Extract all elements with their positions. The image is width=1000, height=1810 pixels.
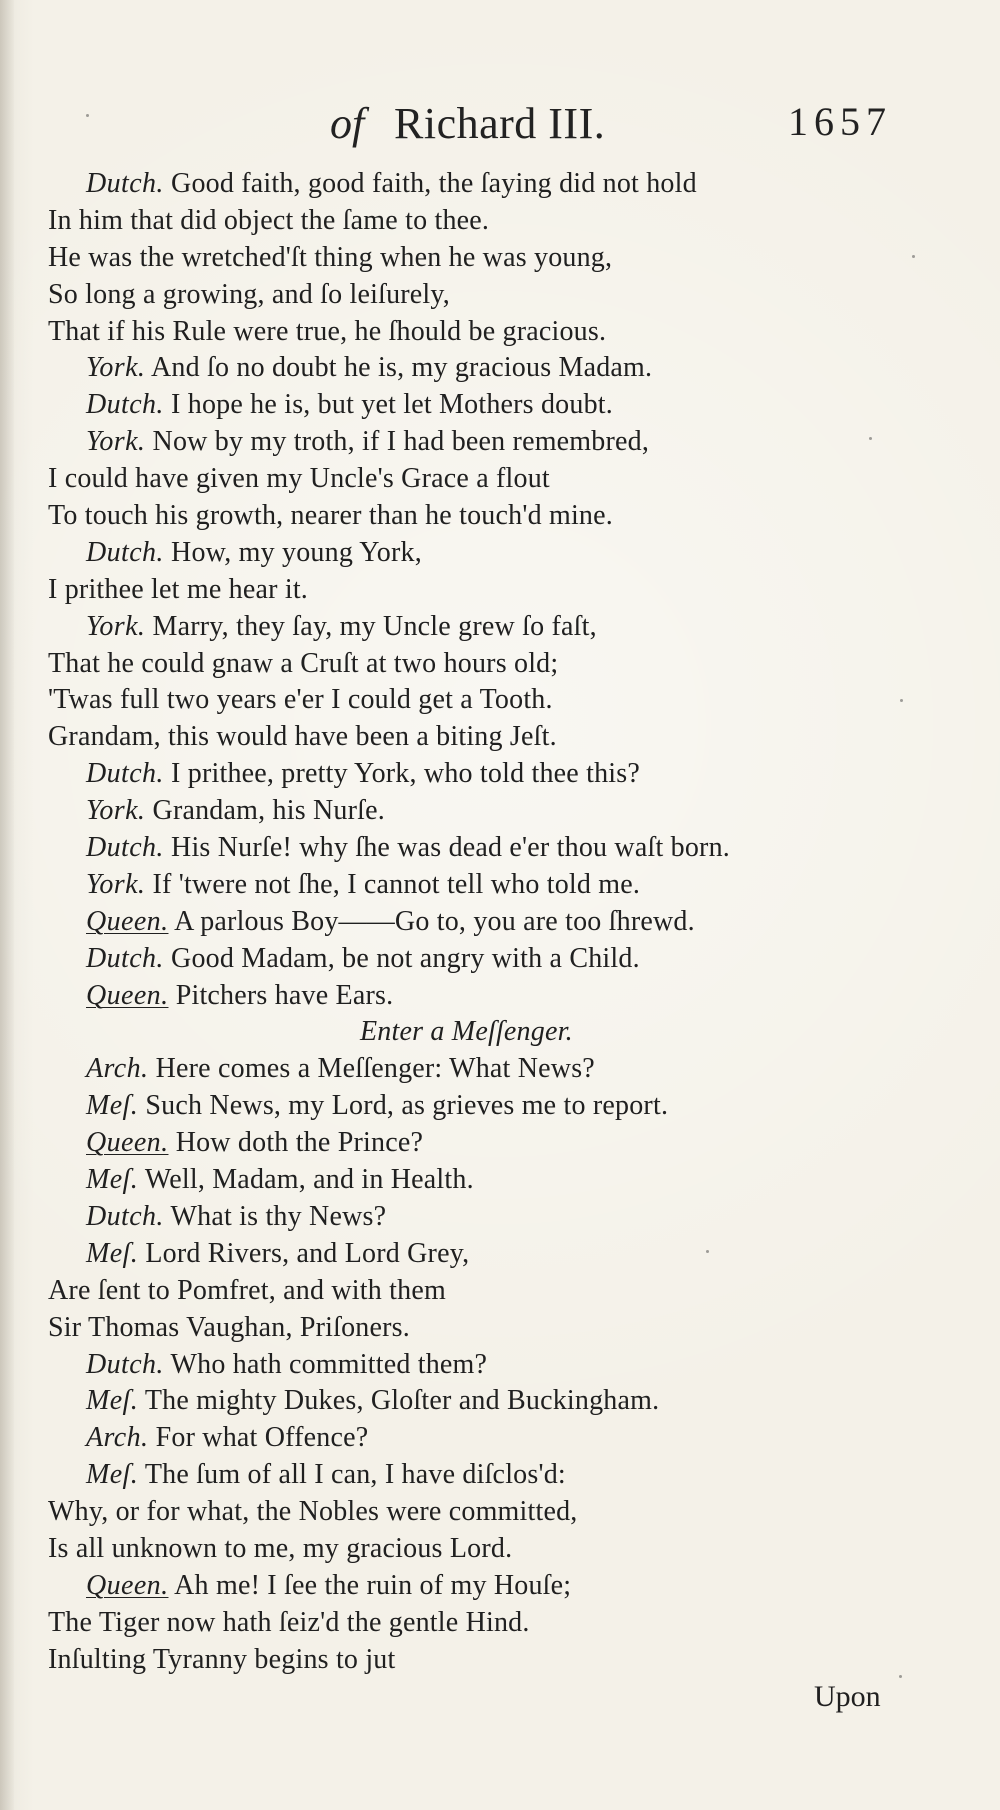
play-line [48, 1310, 908, 1347]
play-line [48, 535, 908, 572]
speaker-label: Queen. [86, 1127, 169, 1159]
line-text: He was the wretched'ſt thing when he was young, [48, 241, 613, 273]
line-text: How doth the Prince? [175, 1127, 424, 1159]
line-text: Are ſent to Pomfret, and with them [48, 1274, 446, 1306]
play-line [48, 1420, 908, 1457]
page-spine-shadow [0, 0, 14, 1810]
line-text: For what Offence? [155, 1422, 369, 1454]
line-text: The mighty Dukes, Gloſter and Buckingham. [144, 1385, 660, 1417]
line-text: Such News, my Lord, as grieves me to report. [145, 1090, 669, 1122]
play-line [48, 1162, 908, 1199]
line-text: Grandam, his Nurſe. [152, 795, 385, 827]
play-line [48, 1383, 908, 1420]
play-line [48, 719, 908, 756]
speaker-label: Dutch. [86, 1200, 164, 1232]
line-text: 'Twas full two years e'er I could get a Tooth. [48, 684, 553, 716]
line-text: To touch his growth, nearer than he touch'd mine. [48, 500, 613, 532]
play-line [48, 830, 908, 867]
speaker-label: Dutch. [86, 389, 164, 421]
play-line [48, 1199, 908, 1236]
line-text: I could have given my Uncle's Grace a flout [48, 463, 550, 495]
play-line [48, 277, 908, 314]
play-line [48, 1531, 908, 1568]
line-text: Well, Madam, and in Health. [144, 1164, 474, 1196]
play-line [48, 793, 908, 830]
play-line [48, 867, 908, 904]
line-text: I hope he is, but yet let Mothers doubt. [171, 389, 613, 421]
speaker-label: Meſ. [86, 1385, 139, 1417]
page-number: 1657 [788, 99, 892, 144]
line-text: Good Madam, be not angry with a Child. [171, 942, 640, 974]
line-text: Why, or for what, the Nobles were committed, [48, 1496, 578, 1528]
play-line [48, 461, 908, 498]
play-line [48, 646, 908, 683]
line-text: Good faith, good faith, the ſaying did not hold [171, 168, 697, 199]
speaker-label: Arch. [86, 1053, 149, 1085]
speaker-label: Queen. [86, 905, 169, 937]
speaker-label: Dutch. [86, 168, 164, 199]
play-line [48, 1568, 908, 1605]
paper-speck [706, 1250, 709, 1253]
catchword: Upon [814, 1680, 881, 1713]
play-line [48, 1494, 908, 1531]
play-line [48, 978, 908, 1015]
paper-speck [86, 114, 89, 117]
header-title: Richard III. [394, 99, 606, 148]
play-line [48, 1125, 908, 1162]
line-text: His Nurſe! why ſhe was dead e'er thou waſt born. [171, 832, 730, 864]
line-text: Ah me! I ſee the ruin of my Houſe; [174, 1569, 572, 1601]
paper-speck [912, 255, 915, 258]
speaker-label: Meſ. [86, 1090, 139, 1122]
play-line [48, 609, 908, 646]
play-line [48, 1051, 908, 1088]
play-line [48, 904, 908, 941]
play-line [48, 1347, 908, 1384]
running-header [330, 98, 920, 158]
play-line [48, 203, 908, 240]
play-line [48, 314, 908, 351]
line-text: A parlous Boy——Go to, you are too ſhrewd. [174, 905, 695, 937]
line-text: Now by my troth, if I had been remembred, [152, 426, 650, 458]
speaker-label: Dutch. [86, 1348, 164, 1380]
speaker-label: Queen. [86, 1569, 169, 1601]
speaker-label: Arch. [86, 1422, 149, 1454]
line-text: Here comes a Meſſenger: What News? [155, 1053, 595, 1085]
speaker-label: Dutch. [86, 942, 164, 974]
line-text: If 'twere not ſhe, I cannot tell who told me. [152, 868, 641, 900]
speaker-label: York. [86, 352, 146, 384]
play-line [48, 1236, 908, 1273]
stage-direction-text: Enter a Meſſenger. [360, 1016, 573, 1048]
play-line [48, 941, 908, 978]
play-line [48, 572, 908, 609]
line-text: How, my young York, [171, 536, 422, 568]
line-text: The Tiger now hath ſeiz'd the gentle Hind. [48, 1606, 530, 1638]
line-text: That if his Rule were true, he ſhould be gracious. [48, 315, 607, 347]
line-text: Lord Rivers, and Lord Grey, [145, 1237, 470, 1269]
line-text: And ſo no doubt he is, my gracious Madam. [150, 352, 653, 384]
speaker-label: Meſ. [86, 1459, 139, 1491]
play-line [48, 387, 908, 424]
play-text-block [48, 166, 908, 1679]
speaker-label: York. [86, 795, 146, 827]
line-text: In him that did object the ſame to thee. [48, 204, 490, 236]
paper-speck [899, 1675, 902, 1678]
speaker-label: York. [86, 868, 146, 900]
line-text: Sir Thomas Vaughan, Priſoners. [48, 1311, 410, 1343]
play-line [48, 498, 908, 535]
line-text: Is all unknown to me, my gracious Lord. [48, 1532, 513, 1564]
play-line [48, 424, 908, 461]
play-line [48, 1457, 908, 1494]
play-line [48, 682, 908, 719]
speaker-label: Dutch. [86, 832, 164, 864]
play-line [48, 756, 908, 793]
paper-speck [900, 699, 903, 702]
line-text: The ſum of all I can, I have diſclos'd: [144, 1459, 566, 1491]
paper-speck [869, 437, 872, 440]
speaker-label: York. [86, 426, 146, 458]
play-line [48, 350, 908, 387]
play-line [48, 1088, 908, 1125]
line-text: Pitchers have Ears. [175, 979, 394, 1011]
line-text: Inſulting Tyranny begins to jut [48, 1643, 396, 1675]
speaker-label: York. [86, 610, 146, 642]
play-line [48, 1642, 908, 1679]
line-text: So long a growing, and ſo leiſurely, [48, 278, 450, 310]
play-line [48, 1273, 908, 1310]
line-text: I prithee let me hear it. [48, 573, 308, 605]
speaker-label: Meſ. [86, 1237, 139, 1269]
play-line [48, 166, 908, 203]
line-text: I prithee, pretty York, who told thee this? [171, 758, 641, 790]
speaker-label: Meſ. [86, 1164, 139, 1196]
play-line [48, 1605, 908, 1642]
line-text: Marry, they ſay, my Uncle grew ſo faſt, [152, 610, 597, 642]
speaker-label: Dutch. [86, 758, 164, 790]
line-text: What is thy News? [170, 1200, 387, 1232]
line-text: Who hath committed them? [170, 1348, 488, 1380]
line-text: That he could gnaw a Cruſt at two hours old; [48, 647, 559, 679]
speaker-label: Dutch. [86, 536, 164, 568]
stage-direction [48, 1014, 908, 1051]
header-of: of [330, 99, 365, 148]
line-text: Grandam, this would have been a biting Jeſt. [48, 721, 557, 753]
speaker-label: Queen. [86, 979, 169, 1011]
play-line [48, 240, 908, 277]
